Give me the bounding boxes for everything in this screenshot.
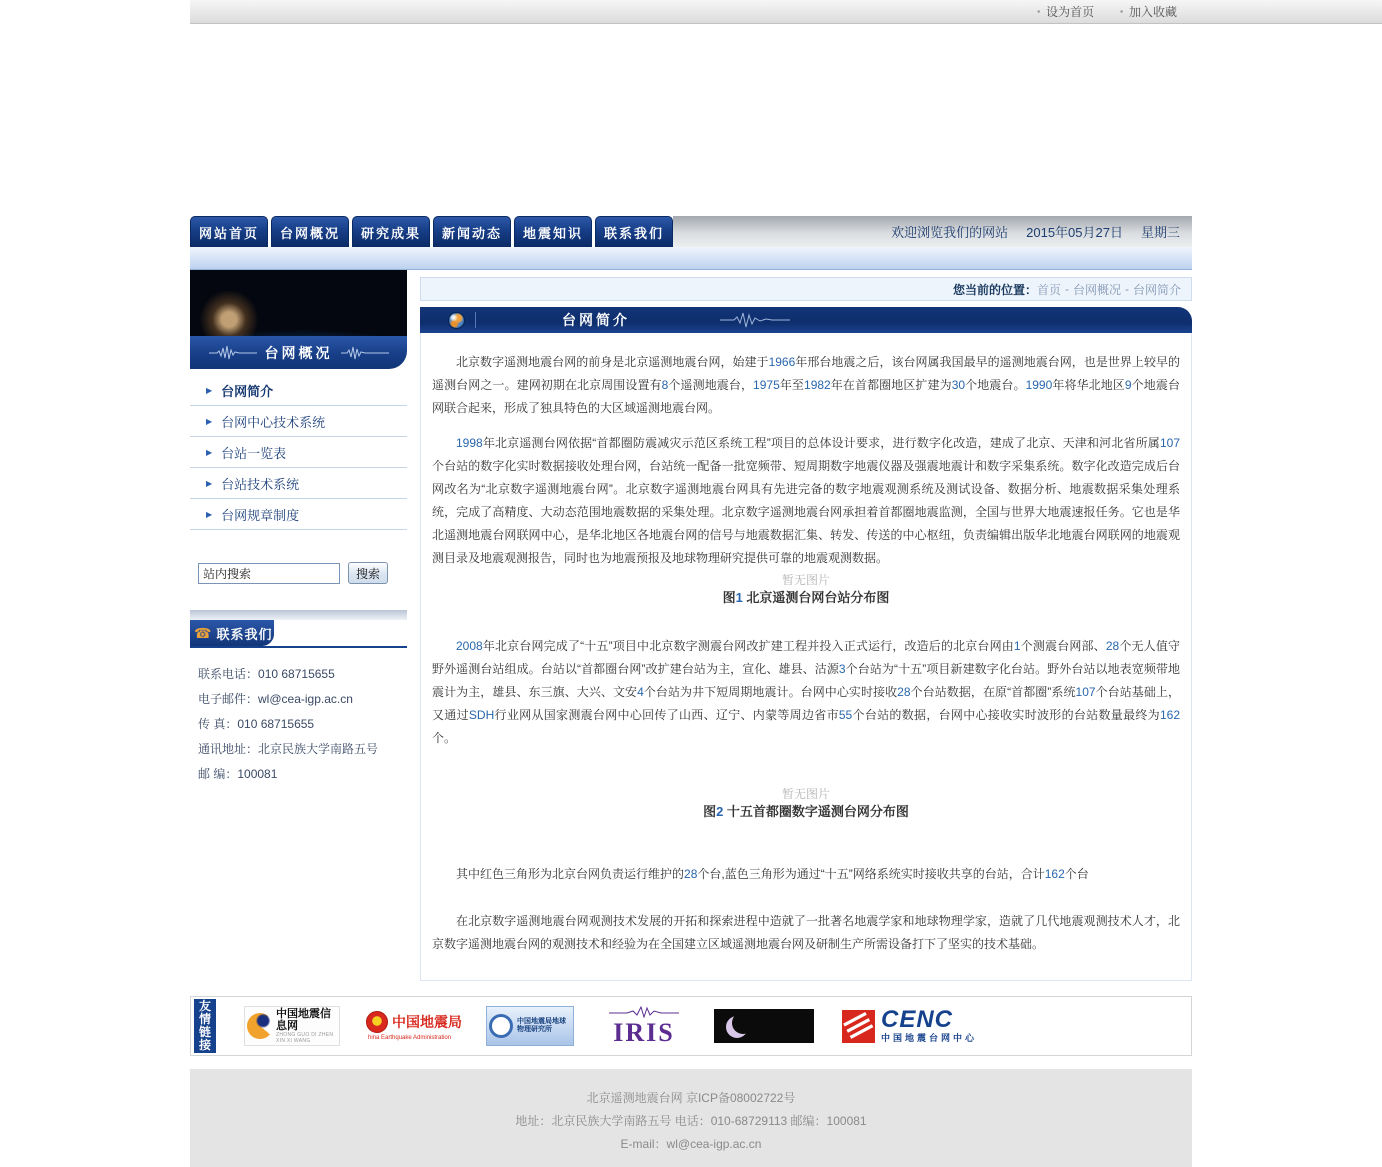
sidebar-item-network-rules[interactable]: [190, 499, 407, 530]
paragraph-3: 2008年北京台网完成了“十五”项目中北京数字测震台网改扩建工程并投入正式运行，改造后的北京台网由1个测震台网部、28个无人值守野外遥测台站组成。台站以“首都圈台网”改扩建台站为主，宣化、雄县、沽源3个台站为“十五”项目新建数字化台站。野外台站以地表宽频带地震计为主，雄县、东三旗、大兴、文安4个台站为井下短周期地震计。台网中心实时接收28个台站数据，在原“首都圈”系统107个台站基础上，又通过SDH行业网从国家测震台网中心回传了山西、辽宁、内蒙等周边省市55个台站的数据，台网中心接收实时波形的台站数量最终为162个。: [432, 639, 1180, 745]
sidebar-item-label: 台网规章制度: [221, 507, 300, 523]
figure-2: [432, 786, 1180, 821]
contact-info-list: [190, 648, 407, 787]
paragraph-1: 北京数字遥测地震台网的前身是北京遥测地震台网，始建于1966年邢台地震之后，该台网属我国最早的遥测地震台网，也是世界上较早的遥测台网之一。建网初期在北京周围设置有8个遥测地震台，1975年至1982年在首都圈地区扩建为30个地震台。1990年将华北地区9个地震台网联合起来，形成了独具特色的大区域遥测地震台网。: [432, 355, 1180, 415]
footer-line-icp: 北京遥测地震台网 京ICP备08002722号: [586, 1091, 796, 1105]
contact-value: 010 68715655: [258, 667, 335, 681]
logo-title: IRIS: [613, 1018, 675, 1047]
logo-subtitle: 中国地震台网中心: [881, 1032, 978, 1043]
nav-tabs: [190, 215, 673, 247]
contact-label: 联系电话：: [198, 667, 259, 681]
earth-image: [190, 270, 407, 336]
logo-title: 中国地震信息网: [276, 1008, 331, 1032]
current-weekday: 星期三: [1140, 225, 1180, 240]
friend-links-bar: [190, 996, 1192, 1056]
utility-bar: [190, 0, 1382, 24]
sidebar-item-station-tech-system[interactable]: [190, 468, 407, 499]
current-date: 2015年05月27日: [1026, 225, 1123, 240]
welcome-text: 欢迎浏览我们的网站: [891, 225, 1009, 240]
contact-value: 010 68715655: [237, 717, 315, 731]
main-nav: [190, 215, 1192, 247]
figure-2-caption: 图2 十五首都圈数字遥测台网分布图: [703, 804, 909, 819]
arrow-right-icon: ▶: [206, 509, 213, 519]
sidebar-item-station-list[interactable]: [190, 437, 407, 468]
paragraph-4: 其中红色三角形为北京台网负责运行维护的28个台,蓝色三角形为通过“十五”网络系统实时接收共享的台站，合计162个台: [456, 867, 1089, 881]
search-input[interactable]: [198, 563, 340, 584]
contact-address: [198, 737, 407, 762]
breadcrumb-link-overview[interactable]: 台网概况: [1072, 282, 1121, 297]
contact-section-header: [190, 620, 274, 646]
paragraph-5: 在北京数字遥测地震台网观测技术发展的开拓和探索进程中造就了一批著名地震学家和地球物理学家，造就了几代地震观测技术人才，北京数字遥测地震台网的观测技术和经验为在全国建立区域遥测地震台网及研制生产所需设备打下了坚实的技术基础。: [432, 914, 1180, 951]
logo-crescent[interactable]: [714, 1009, 814, 1043]
crescent-icon: [722, 1012, 756, 1040]
paragraph-2: 1998年北京遥测台网依据“首都圈防震减灾示范区系统工程”项目的总体设计要求，进行数字化改造，建成了北京、天津和河北省所属107个台站的数字化实时数据接收处理台网，台站统一配备一批宽频带、短周期数字地震仪器及强震地震计和数字采集系统。数字化改造完成后台网改名为“北京数字遥测地震台网”。北京数字遥测地震台网具有先进完备的数字地震观测系统及测试设备、数据分析、地震数据采集处理系统，完成了高精度、大动态范围地震数据的采集处理。北京数字遥测地震台网承担着首都圈地震监测，全国与世界大地震速报任务。它也是华北遥测地震台网联网中心，是华北地区各地震台网的信号与地震数据汇集、转发、传送的中心枢纽，负责编辑出版华北地震台网联网的地震观测目录及地震观测报告，同时也为地震预报及地球物理研究提供可靠的地震观测数据。: [432, 436, 1180, 565]
decorative-band: [190, 247, 1192, 270]
set-home-link[interactable]: [1037, 3, 1094, 20]
nav-tab-network-overview[interactable]: 台网概况: [271, 216, 349, 247]
page-title: 台网简介: [562, 312, 630, 328]
nav-tab-home[interactable]: 网站首页: [190, 216, 268, 247]
logo-title: 中国地震局地球物理研究所: [517, 1018, 566, 1033]
contact-value: 北京民族大学南路五号: [258, 742, 379, 756]
waveform-icon: [720, 311, 790, 329]
cenc-stripes-icon: [842, 1010, 875, 1043]
info-net-logo-icon: [247, 1013, 273, 1039]
search-button[interactable]: 搜索: [348, 562, 388, 584]
breadcrumb-link-home[interactable]: 首页: [1036, 282, 1061, 297]
waveform-icon: [209, 345, 257, 361]
footer-line-address: 地址：北京民族大学南路五号 电话：010-68729113 邮编：100081: [515, 1114, 867, 1128]
institute-logo-icon: [489, 1014, 513, 1038]
nav-tab-earthquake-knowledge[interactable]: 地震知识: [514, 216, 592, 247]
contact-label: 邮 编：: [198, 767, 238, 781]
content-column: [420, 270, 1192, 981]
sidebar-section-header: [190, 336, 407, 369]
footer-line-email: E-mail：wl@cea-igp.ac.cn: [620, 1137, 762, 1151]
contact-fax: [198, 712, 407, 737]
sidebar-item-label: 台网简介: [221, 383, 274, 399]
nav-welcome-area: [673, 216, 1192, 247]
sidebar-item-label: 台站一览表: [221, 445, 287, 461]
phone-icon: ☎: [194, 624, 213, 641]
logo-china-earthquake-info-net[interactable]: [244, 1006, 340, 1046]
sidebar-item-label: 台网中心技术系统: [221, 414, 326, 430]
main-area: [190, 270, 1192, 981]
sidebar-menu: [190, 369, 407, 530]
no-image-placeholder: 暂无图片: [781, 787, 830, 801]
nav-tab-research[interactable]: 研究成果: [352, 216, 430, 247]
sidebar-item-center-tech-system[interactable]: [190, 406, 407, 437]
contact-label: 传 真：: [198, 717, 238, 731]
contact-phone: [198, 662, 407, 687]
arrow-right-icon: ▶: [206, 447, 213, 457]
contact-email: [198, 687, 407, 712]
page-footer: [190, 1069, 1192, 1167]
logo-title: CENC: [881, 1005, 954, 1033]
bullet-icon: ▪: [1037, 7, 1041, 16]
figure-1-caption: 图1 北京遥测台网台站分布图: [722, 590, 890, 605]
set-home-label: 设为首页: [1046, 5, 1095, 19]
add-favorite-link[interactable]: [1120, 3, 1177, 20]
logo-subtitle: ZHONG GUO DI ZHEN XIN XI WANG: [276, 1032, 334, 1044]
contact-value: 100081: [237, 767, 278, 781]
logo-title: 中国地震局: [392, 1014, 462, 1030]
logo-subtitle: hina Earthquake Administration: [368, 1035, 452, 1041]
contact-header-row: [190, 620, 407, 648]
sidebar-section-title: 台网概况: [264, 344, 333, 361]
contact-value: wl@cea-igp.ac.cn: [258, 692, 353, 706]
sidebar: [190, 270, 407, 787]
contact-section-title: 联系我们: [216, 626, 273, 642]
contact-zipcode: [198, 762, 407, 787]
site-search: [198, 562, 407, 584]
logo-china-earthquake-administration[interactable]: [366, 1005, 462, 1047]
breadcrumb-separator: -: [1124, 282, 1129, 296]
divider: [475, 312, 476, 328]
sidebar-item-network-intro[interactable]: [190, 375, 407, 406]
seismogram-icon: [609, 1006, 679, 1018]
arrow-right-icon: ▶: [206, 416, 213, 426]
banner-area: [190, 24, 1382, 215]
globe-icon: [448, 312, 465, 329]
sidebar-divider: [190, 610, 407, 620]
contact-label: 电子邮件：: [198, 692, 259, 706]
breadcrumb-separator: -: [1064, 282, 1069, 296]
breadcrumb: [420, 277, 1192, 301]
waveform-icon: [341, 345, 389, 361]
figure-1: [432, 572, 1180, 607]
article-body: [420, 333, 1192, 981]
content-header: [420, 307, 1192, 333]
logo-institute-of-geophysics[interactable]: [486, 1006, 574, 1046]
sidebar-item-label: 台站技术系统: [221, 476, 300, 492]
add-favorite-label: 加入收藏: [1128, 5, 1177, 19]
friend-links-label: 友情链接: [194, 999, 216, 1053]
breadcrumb-link-intro[interactable]: 台网简介: [1132, 282, 1181, 297]
nav-tab-contact[interactable]: 联系我们: [595, 216, 673, 247]
logo-iris[interactable]: [602, 1006, 686, 1046]
nav-tab-news[interactable]: 新闻动态: [433, 216, 511, 247]
breadcrumb-label: 您当前的位置：: [952, 282, 1037, 297]
cea-emblem-icon: [366, 1011, 388, 1033]
arrow-right-icon: ▶: [206, 385, 213, 395]
logo-cenc[interactable]: [842, 1005, 978, 1044]
arrow-right-icon: ▶: [206, 478, 213, 488]
bullet-icon: ▪: [1120, 7, 1123, 16]
contact-label: 通讯地址：: [198, 742, 259, 756]
no-image-placeholder: 暂无图片: [781, 573, 830, 587]
